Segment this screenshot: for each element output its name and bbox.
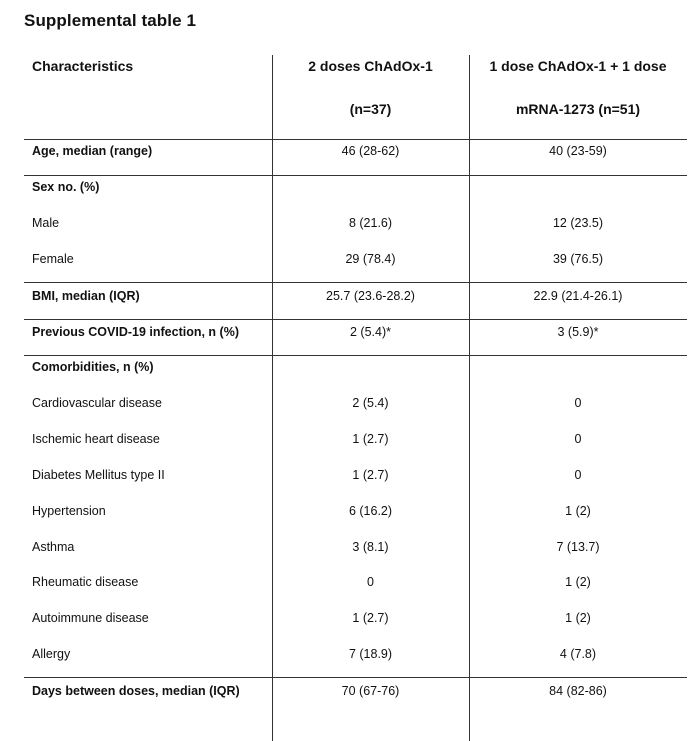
row-value-group1: 2 (5.4)* [350,325,391,339]
row-value-group1: 1 (2.7) [352,432,389,446]
row-value-group2: 1 (2) [565,504,591,518]
row-label: Male [32,216,60,230]
rule-after-bmi [24,319,687,320]
row-value-group1: 3 (8.1) [352,540,389,554]
row-label: Days between doses, median (IQR) [32,684,240,698]
row-label: Age, median (range) [32,144,153,158]
row-label: Female [32,252,74,266]
row-label: Hypertension [32,504,106,518]
row-label: Comorbidities, n (%) [32,360,154,374]
row-value-group2: 84 (82-86) [549,684,607,698]
row-value-group1: 7 (18.9) [348,647,393,661]
row-value-group2: 0 [574,432,582,446]
rule-after-comorbidities [24,677,687,678]
row-label: Ischemic heart disease [32,432,160,446]
row-value-group1: 8 (21.6) [348,216,393,230]
row-value-group2: 3 (5.9)* [557,325,599,339]
row-value-group1: 2 (5.4) [352,396,389,410]
row-label: Sex no. (%) [32,180,100,194]
row-value-group2: 22.9 (21.4-26.1) [533,289,623,303]
row-value-group1: 46 (28-62) [341,144,400,158]
row-value-group2: 4 (7.8) [559,647,597,661]
header-group1-line2: (n=37) [349,101,392,117]
row-value-group1: 25.7 (23.6-28.2) [326,289,415,303]
row-value-group1: 1 (2.7) [352,611,389,625]
row-value-group2: 12 (23.5) [552,216,604,230]
header-group2-line1: 1 dose ChAdOx-1 + 1 dose [489,58,667,74]
rule-after-sex [24,282,687,283]
row-label: Autoimmune disease [32,611,149,625]
row-label: BMI, median (IQR) [32,289,140,303]
row-label: Diabetes Mellitus type II [32,468,165,482]
row-value-group2: 1 (2) [565,611,591,625]
row-value-group2: 7 (13.7) [556,540,600,554]
row-value-group1: 29 (78.4) [345,252,396,266]
header-group1-line1: 2 doses ChAdOx-1 [308,58,433,74]
header-group2-line2: mRNA-1273 (n=51) [515,101,641,117]
row-label: Asthma [32,540,75,554]
row-value-group2: 1 (2) [565,575,591,589]
header-characteristics: Characteristics [32,58,134,74]
rule-after-covid [24,355,687,356]
row-label: Rheumatic disease [32,575,139,589]
row-value-group1: 70 (67-76) [341,684,400,698]
row-value-group1: 0 [367,575,374,589]
row-value-group2: 40 (23-59) [549,144,607,158]
row-value-group2: 0 [574,468,582,482]
row-label: Cardiovascular disease [32,396,162,410]
row-value-group2: 0 [574,396,582,410]
row-value-group1: 1 (2.7) [352,468,389,482]
header-bottom-rule [24,139,687,140]
row-value-group2: 39 (76.5) [552,252,604,266]
row-value-group1: 6 (16.2) [348,504,393,518]
table-title: Supplemental table 1 [24,11,197,30]
row-label: Previous COVID-19 infection, n (%) [32,325,239,339]
row-label: Allergy [32,647,71,661]
rule-after-age [24,175,687,176]
